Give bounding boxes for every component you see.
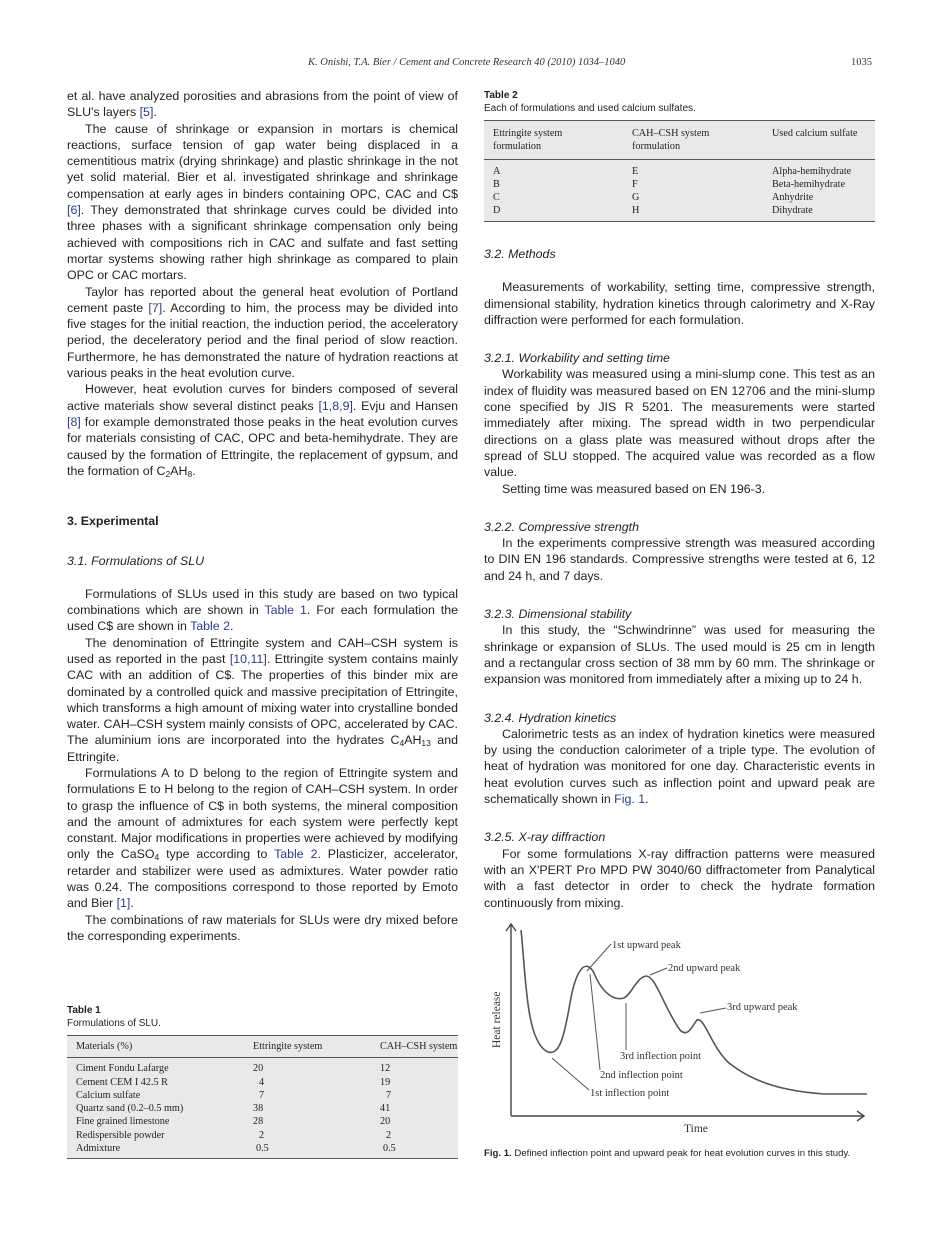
paragraph: Formulations of SLUs used in this study are based on two typical combinations which are shown in Table 1. For each formulation the used C$ are shown in Table 2.	[67, 586, 458, 634]
table-row: B F Beta-hemihydrate	[493, 178, 845, 190]
leader-line	[700, 1008, 726, 1013]
table1	[67, 1035, 458, 1159]
table-link[interactable]: Table 2	[190, 619, 231, 634]
paragraph: Taylor has reported about the general heat evolution of Portland cement paste [7]. According to him, the process may be divided into five stages for the initial reaction, the induction period, the acceleratory period, the deceleratory period and the final period of slow reaction. Furthermore, he has demonstrated the nature of hydration reactions at various peaks in the heat evolution curve.	[67, 284, 458, 381]
annotation-label: 2nd inflection point	[600, 1070, 683, 1081]
left-column	[67, 88, 458, 944]
paragraph: Formulations A to D belong to the region of Ettringite system and formulations E to H belong to the region of CAH–CSH system. In order to grasp the influence of C$ in both systems, the mineral composition and the amount of admixtures for each system were perfectly kept constant. Major modifications in properties were achieved by modifying only the CaSO$_4$ type according to Table 2. Plasticizer, accelerator, retarder and stabilizer were used as admixtures. Water powder ratio was 0.24. The compositions correspond to those reported by Emoto and Bier [1].	[67, 765, 458, 911]
paragraph: In the experiments compressive strength was measured according to DIN EN 196 standards. Compressive strengths were tested at 6, 12 and 24 h, and 7 days.	[484, 536, 875, 583]
table-row: C G Anhydrite	[493, 192, 814, 204]
right-column	[484, 246, 875, 911]
table-link[interactable]: Table 2	[274, 847, 318, 862]
table-label: Table 2	[484, 90, 518, 101]
citation-link[interactable]: [10,11]	[229, 651, 267, 666]
paragraph: Calorimetric tests as an index of hydration kinetics were measured by using the conduction calorimeter of a triple type. The evolution of heat of hydration was monitored for one day. Characteristic events in heat evolution curves such as inflection point and upward peak are schematically shown in Fig. 1.	[484, 726, 875, 807]
annotation-label: 1st inflection point	[590, 1088, 670, 1099]
figure-link[interactable]: Fig. 1	[614, 792, 646, 807]
table-row: Quartz sand (0.2–0.5 mm) 38 41	[76, 1103, 391, 1115]
table-row: Calcium sulfate 7 7	[76, 1089, 392, 1101]
annotation-label: 1st upward peak	[612, 940, 681, 951]
paragraph: et al. have analyzed porosities and abrasions from the point of view of SLU's layers [5].	[67, 89, 458, 120]
paragraph: The cause of shrinkage or expansion in mortars is chemical reactions, surface tension of gap water being displaced in a cementitious matrix (drying shrinkage) and plastic shrinkage in the not yet solid material. Bier et al. investigated shrinkage and shrinkage compensation at early ages in binders containing OPC, CAC and C$ [6]. They demonstrated that shrinkage curves could be divided into three phases with a significant shrinkage compensation only being achieved with compositions rich in CAC and sulfate and fast setting mortar systems showing rather high shrinkage as compared to plain OPC or CAC mortars.	[67, 121, 458, 283]
table-label: Table 1	[67, 1005, 101, 1016]
subsection-heading: 3.1. Formulations of SLU	[67, 554, 205, 569]
table-link[interactable]: Table 1	[264, 603, 307, 618]
column-header: CAH–CSH system formulation	[623, 121, 763, 160]
leader-line	[650, 968, 667, 975]
paragraph: In this study, the “Schwindrinne” was used for measuring the shrinkage or expansion of SLUs. The used mould is 25 cm in length and a rectangular cross section of 38 mm by 60 mm. The shrinkage or expansion was monitored from immediately after a mixing up to 24 h.	[484, 623, 875, 687]
annotation-label: 3rd upward peak	[727, 1002, 798, 1013]
annotation-label: 2nd upward peak	[668, 963, 741, 974]
y-axis-label: Heat release	[491, 991, 503, 1048]
table-row: Ciment Fondu Lafarge 20 12	[76, 1063, 391, 1075]
table-row: A E Alpha-hemihydrate	[493, 165, 852, 177]
subsection-heading: 3.2.1. Workability and setting time	[484, 351, 670, 366]
section-heading: 3. Experimental	[67, 514, 159, 529]
paragraph: The combinations of raw materials for SLUs were dry mixed before the corresponding experiments.	[67, 912, 458, 943]
paragraph: Workability was measured using a mini-slump cone. This test as an index of fluidity was measured based on EN 12706 and the mini-slump cone specified by JIS R 5201. The measurements were started immediately after mixing. The spread width in two perpendicular directions on a glass plate was measured without drops after the spread of SLU stopped. The acquired value was recorded as a flow value.	[484, 367, 875, 480]
subsection-heading: 3.2.2. Compressive strength	[484, 519, 639, 534]
subsection-heading: 3.2. Methods	[484, 247, 556, 261]
table-row: Admixture 0.5 0.5	[76, 1143, 396, 1155]
leader-line	[587, 944, 611, 971]
table2-block	[484, 89, 875, 222]
running-header	[0, 57, 925, 71]
running-title: K. Onishi, T.A. Bier / Cement and Concrete Research 40 (2010) 1034–1040	[308, 57, 626, 68]
subsection-heading: 3.2.5. X-ray diffraction	[484, 830, 606, 845]
column-header: Materials (%)	[67, 1036, 244, 1058]
column-header: Ettringite system	[244, 1036, 371, 1058]
leader-line	[590, 974, 600, 1070]
paragraph: Measurements of workability, setting time, compressive strength, dimensional stability, hydration kinetics through calorimetry and X-Ray diffraction were performed for each formulation.	[484, 280, 875, 327]
table-row: Fine grained limestone 28 20	[76, 1116, 391, 1128]
table-row: D H Dihydrate	[493, 205, 813, 217]
annotation-label: 3rd inflection point	[620, 1051, 702, 1062]
citation-link[interactable]: [1,8,9]	[318, 398, 353, 413]
column-header: Used calcium sulfate	[763, 121, 875, 160]
figure-label: Fig. 1.	[484, 1148, 512, 1159]
paragraph: However, heat evolution curves for binders composed of several active materials show several distinct peaks [1,8,9]. Evju and Hansen [8] for example demonstrated those peaks in the heat evolution curves for materials consisting of CAC, OPC and beta-hemihydrate. They are caused by the formation of Ettringite, the replacement of gypsum, and the formation of $C_2AH_8$.	[67, 382, 458, 479]
column-header: Ettringite system formulation	[484, 121, 623, 160]
paragraph: The denomination of Ettringite system and CAH–CSH system is used as reported in the past [10,11]. Ettringite system contains mainly CAC with an addition of C$. The properties of this binder mix are dominated by a controlled quick and massive precipitation of Ettringite, which transforms a high amount of mixing water into crystalline bonded water. CAH–CSH system mainly consists of OPC, accelerated by CAC. The aluminium ions are incorporated into the hydrates $C_4AH_{13}$ and Ettringite.	[67, 635, 458, 764]
citation-link[interactable]: [6]	[67, 203, 81, 218]
heat-curve	[521, 930, 867, 1094]
page-number: 1035	[851, 57, 872, 68]
subsection-heading: 3.2.3. Dimensional stability	[484, 607, 632, 622]
subsection-heading: 3.2.4. Hydration kinetics	[484, 710, 617, 725]
citation-link[interactable]: [7]	[148, 300, 163, 315]
table-row: Cement CEM I 42.5 R 4 19	[76, 1076, 391, 1088]
heat-evolution-chart	[484, 918, 879, 1133]
leader-line	[552, 1058, 589, 1090]
citation-link[interactable]: [5]	[139, 105, 154, 120]
table2	[484, 120, 875, 222]
paragraph: Setting time was measured based on EN 196-3.	[502, 481, 766, 496]
figure-caption: Fig. 1. Defined inflection point and upward peak for heat evolution curves in this study.	[484, 1148, 851, 1159]
table-row: Redispersible powder 2 2	[76, 1129, 392, 1141]
citation-link[interactable]: [8]	[67, 414, 81, 429]
table1-block	[67, 1004, 458, 1159]
citation-link[interactable]: [1]	[116, 896, 131, 911]
x-axis-label: Time	[684, 1123, 708, 1133]
column-header: CAH–CSH system	[371, 1036, 458, 1058]
paragraph: For some formulations X-ray diffraction patterns were measured with an X'PERT Pro MPD PW 3040/60 diffractometer from Panalytical with a fast detector in order to check the hydrate formation continuously from mixing.	[484, 846, 875, 910]
table-caption: Each of formulations and used calcium sulfates.	[484, 103, 696, 114]
figure1	[484, 918, 879, 1133]
table-caption: Formulations of SLU.	[67, 1018, 161, 1029]
